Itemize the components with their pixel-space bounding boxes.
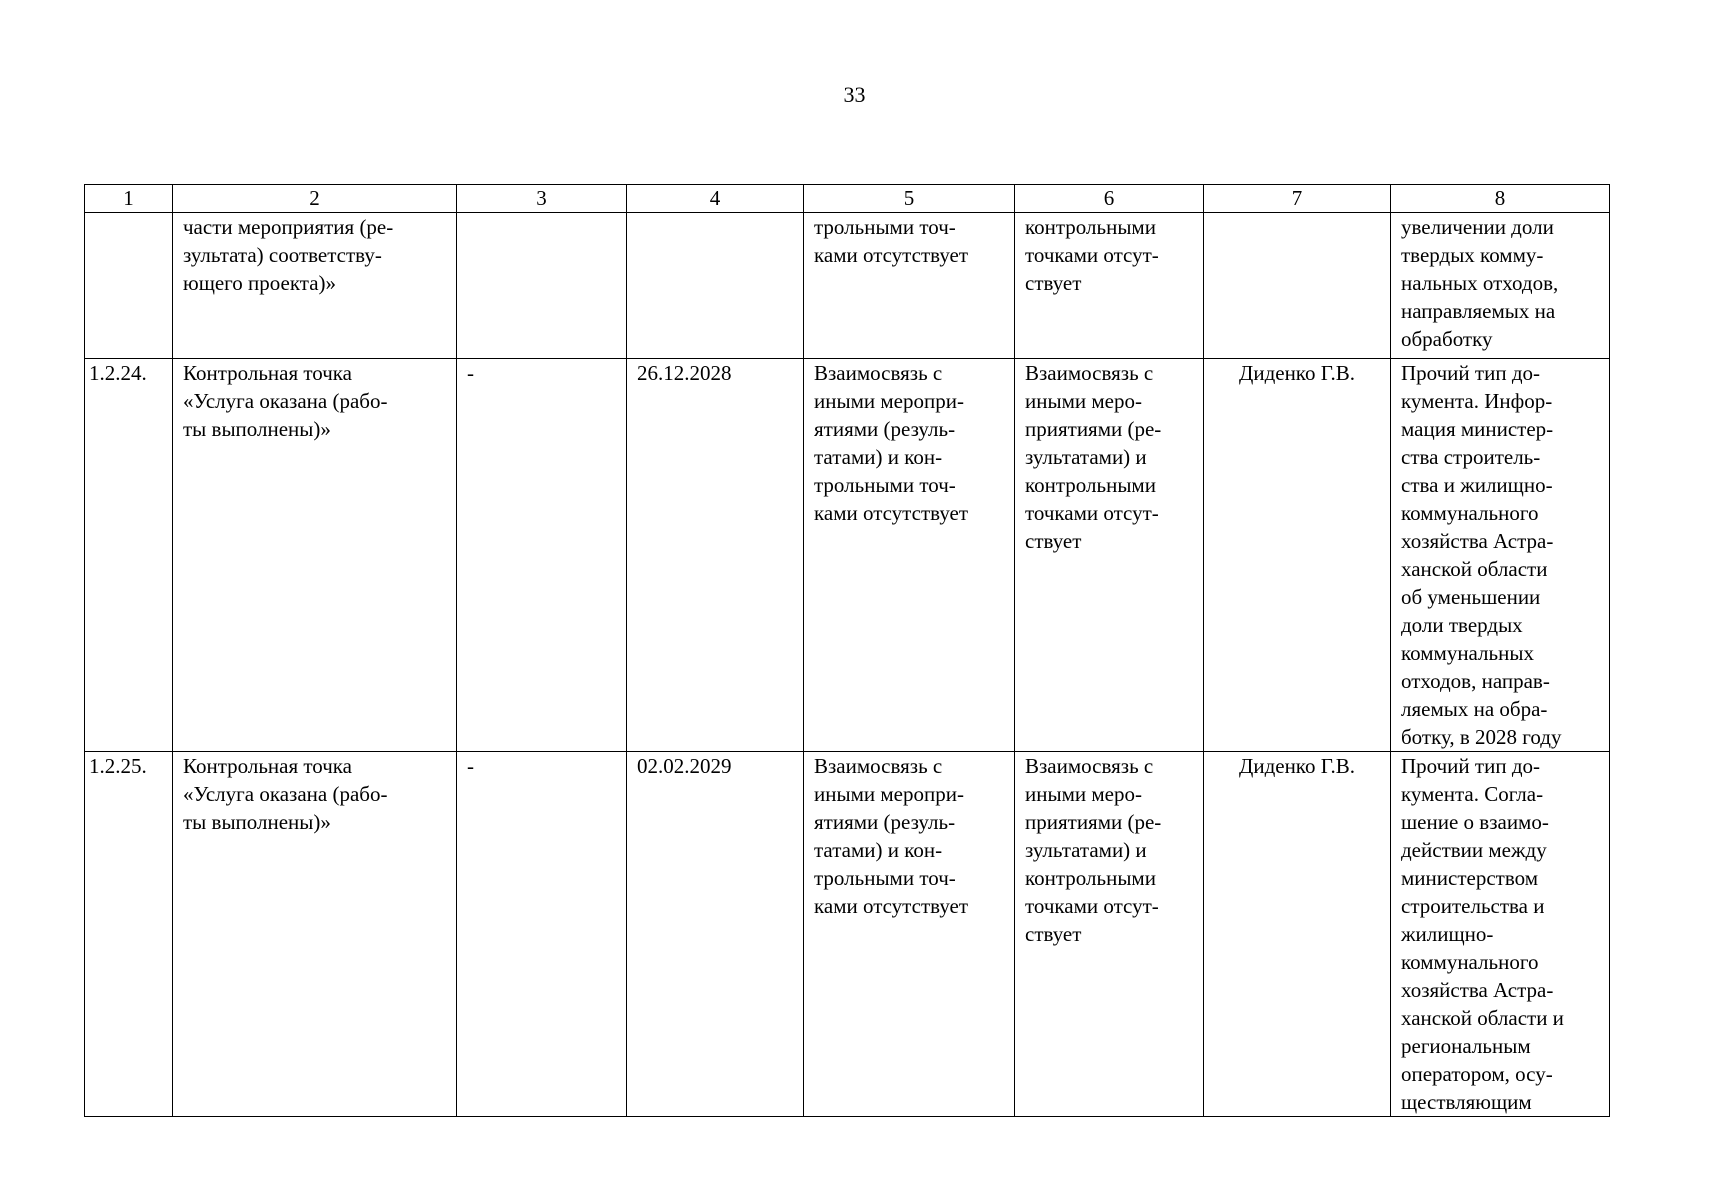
document-type-cell: Прочий тип до- кумента. Инфор- мация министер- ства строитель- ства и жилищно- коммунального хозяйства Астра- ханской области об уменьшении доли твердых коммунальных отходов, направ- ляемых на обра- ботку, в 2028 году [1391, 359, 1610, 752]
page-number: 33 [843, 82, 866, 107]
table-row-1-2-24 [85, 359, 1610, 752]
column-header: 4 [627, 185, 804, 213]
relation-activities-cell: трольными точ- ками отсутствует [804, 213, 1015, 359]
document-type-cell: Прочий тип до- кумента. Согла- шение о взаимо- действии между министерством строительства и жилищно- коммунального хозяйства Астра- ханской области и региональным оператором, осу- ществляющим [1391, 752, 1610, 1117]
responsible-cell [1204, 213, 1391, 359]
relation-checkpoints-cell: Взаимосвязь с иными меро- приятиями (ре- зультатами) и контрольными точками отсут- ствует [1015, 359, 1204, 752]
control-point-name-cell: Контрольная точка «Услуга оказана (рабо- ты выполнены)» [173, 752, 457, 1117]
document-type-cell: увеличении доли твердых комму- нальных отходов, направляемых на обработку [1391, 213, 1610, 359]
column-3-cell [457, 213, 627, 359]
column-header: 7 [1204, 185, 1391, 213]
control-point-name-cell: части мероприятия (ре- зультата) соответству- ющего проекта)» [173, 213, 457, 359]
row-number-cell [85, 213, 173, 359]
column-number-header-row [85, 185, 1610, 213]
row-number-cell: 1.2.24. [85, 359, 173, 752]
column-header: 8 [1391, 185, 1610, 213]
date-cell [627, 213, 804, 359]
column-3-cell: - [457, 752, 627, 1117]
column-header: 2 [173, 185, 457, 213]
control-point-name-cell: Контрольная точка «Услуга оказана (рабо- ты выполнены)» [173, 359, 457, 752]
table-row-continuation [85, 213, 1610, 359]
relation-activities-cell: Взаимосвязь с иными меропри- ятиями (резуль- татами) и кон- трольными точ- ками отсутствует [804, 359, 1015, 752]
column-header: 5 [804, 185, 1015, 213]
responsible-cell: Диденко Г.В. [1204, 359, 1391, 752]
date-cell: 02.02.2029 [627, 752, 804, 1117]
responsible-cell: Диденко Г.В. [1204, 752, 1391, 1117]
row-number-cell: 1.2.25. [85, 752, 173, 1117]
column-header: 3 [457, 185, 627, 213]
column-header: 6 [1015, 185, 1204, 213]
control-points-table [84, 184, 1610, 1117]
relation-activities-cell: Взаимосвязь с иными меропри- ятиями (резуль- татами) и кон- трольными точ- ками отсутствует [804, 752, 1015, 1117]
table-row-1-2-25 [85, 752, 1610, 1117]
column-3-cell: - [457, 359, 627, 752]
relation-checkpoints-cell: контрольными точками отсут- ствует [1015, 213, 1204, 359]
column-header: 1 [85, 185, 173, 213]
relation-checkpoints-cell: Взаимосвязь с иными меро- приятиями (ре- зультатами) и контрольными точками отсут- ствует [1015, 752, 1204, 1117]
date-cell: 26.12.2028 [627, 359, 804, 752]
